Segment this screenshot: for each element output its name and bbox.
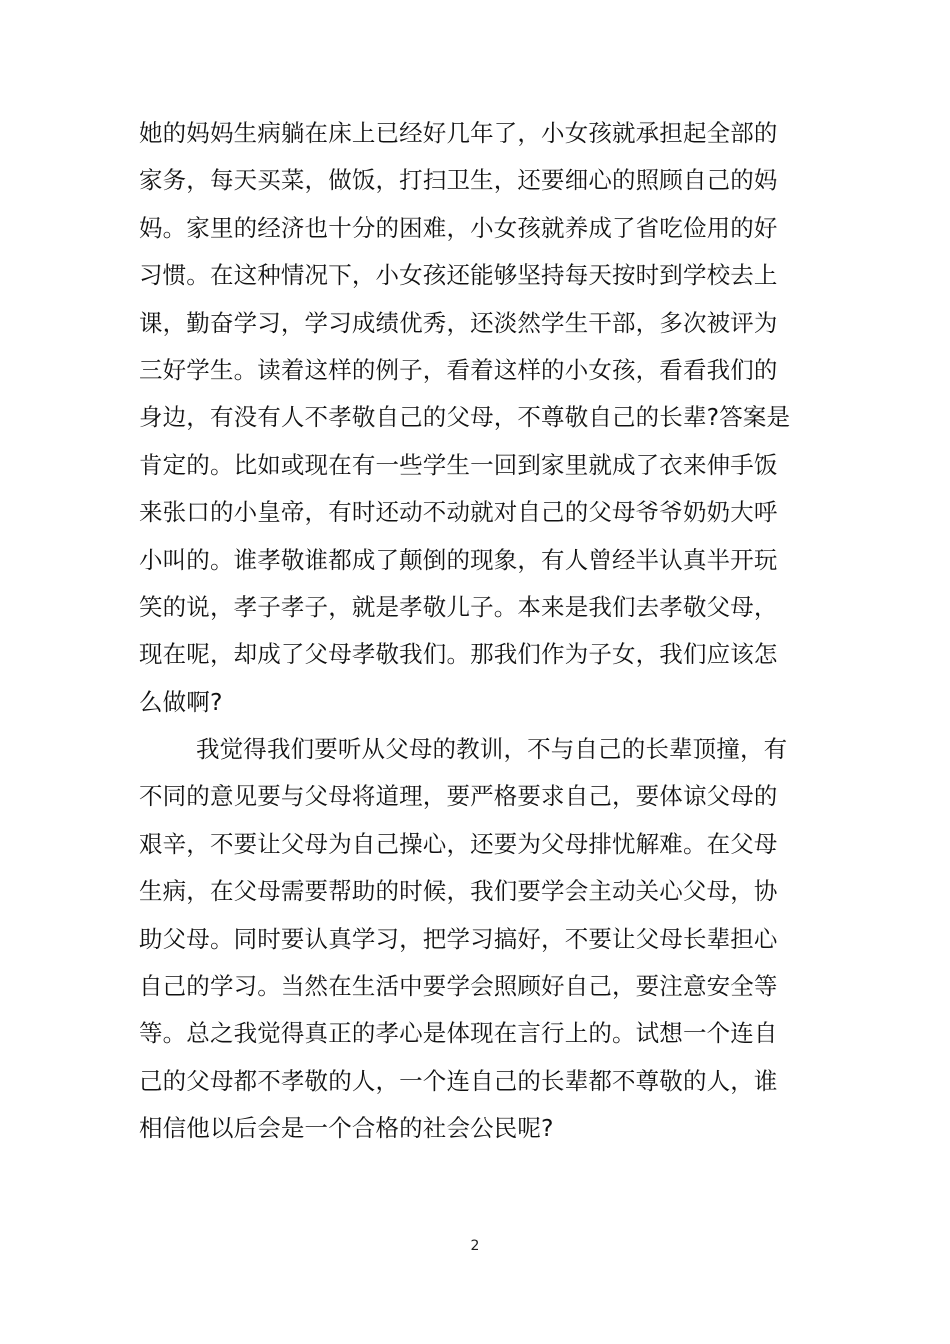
paragraph-1-line: 身边，有没有人不孝敬自己的父母，不尊敬自己的长辈?答案是 xyxy=(139,403,791,432)
paragraph-2-line: 我觉得我们要听从父母的教训，不与自己的长辈顶撞，有 xyxy=(196,735,788,764)
paragraph-1-line: 家务，每天买菜，做饭，打扫卫生，还要细心的照顾自己的妈 xyxy=(139,166,778,195)
paragraph-1-line: 么做啊? xyxy=(139,687,223,716)
paragraph-2-line: 己的父母都不孝敬的人，一个连自己的长辈都不尊敬的人，谁 xyxy=(139,1066,778,1095)
paragraph-1-line: 现在呢，却成了父母孝敬我们。那我们作为子女，我们应该怎 xyxy=(139,640,778,669)
page-number: 2 xyxy=(470,1238,480,1254)
paragraph-1-line: 妈。家里的经济也十分的困难，小女孩就养成了省吃俭用的好 xyxy=(139,213,778,242)
paragraph-2-line: 生病，在父母需要帮助的时候，我们要学会主动关心父母，协 xyxy=(139,877,778,906)
paragraph-2-line: 自己的学习。当然在生活中要学会照顾好自己，要注意安全等 xyxy=(139,972,778,1001)
paragraph-1-line: 三好学生。读着这样的例子，看着这样的小女孩，看看我们的 xyxy=(139,355,778,384)
paragraph-2-line: 艰辛，不要让父母为自己操心，还要为父母排忧解难。在父母 xyxy=(139,829,778,858)
paragraph-2-line: 等。总之我觉得真正的孝心是体现在言行上的。试想一个连自 xyxy=(139,1019,778,1048)
body-text xyxy=(139,110,829,1153)
paragraph-1-line: 她的妈妈生病躺在床上已经好几年了，小女孩就承担起全部的 xyxy=(139,119,778,147)
paragraph-1-line: 习惯。在这种情况下，小女孩还能够坚持每天按时到学校去上 xyxy=(139,261,778,290)
paragraph-1-line: 来张口的小皇帝，有时还动不动就对自己的父母爷爷奶奶大呼 xyxy=(139,498,778,527)
paragraph-1-line: 肯定的。比如或现在有一些学生一回到家里就成了衣来伸手饭 xyxy=(139,450,778,479)
paragraph-1-line: 笑的说，孝子孝子，就是孝敬儿子。本来是我们去孝敬父母， xyxy=(139,592,778,621)
paragraph-1-line: 小叫的。谁孝敬谁都成了颠倒的现象，有人曾经半认真半开玩 xyxy=(139,545,778,574)
paragraph-2-line: 相信他以后会是一个合格的社会公民呢? xyxy=(139,1114,554,1143)
paragraph-1-line: 课，勤奋学习，学习成绩优秀，还淡然学生干部，多次被评为 xyxy=(139,308,778,337)
paragraph-2-line: 助父母。同时要认真学习，把学习搞好，不要让父母长辈担心 xyxy=(139,924,778,953)
paragraph-2-line: 不同的意见要与父母将道理，要严格要求自己，要体谅父母的 xyxy=(139,782,778,811)
